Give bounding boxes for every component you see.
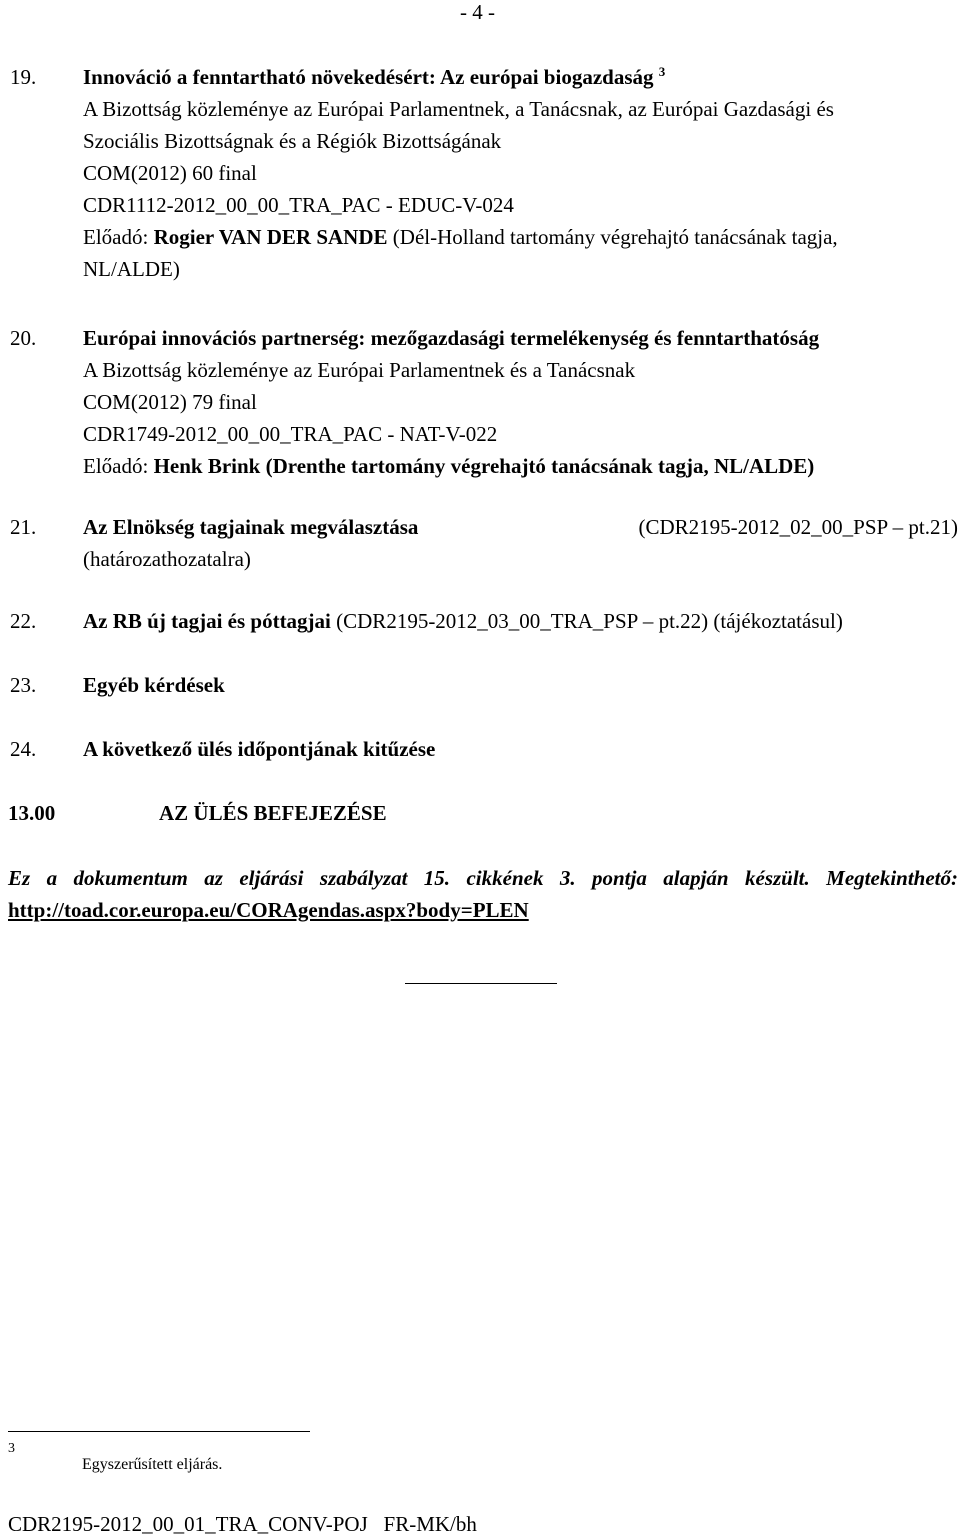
item-number: 19. (10, 65, 37, 89)
item-title: A következő ülés időpontjának kitűzése (83, 737, 436, 761)
note-text: Ez a dokumentum az eljárási szabályzat 15. cikkének 3. pontja alapján készült. Megtekinthető: (8, 866, 958, 890)
item-title: Egyéb kérdések (83, 673, 225, 697)
item-number: 23. (10, 673, 37, 697)
item-number: 24. (10, 737, 37, 761)
closing-title: AZ ÜLÉS BEFEJEZÉSE (159, 801, 387, 825)
agenda-link[interactable]: http://toad.cor.europa.eu/CORAgendas.aspx?body=PLEN (8, 898, 529, 922)
item-rapporteur (83, 450, 958, 482)
item-text: A Bizottság közleménye az Európai Parlamentnek, a Tanácsnak, az Európai Gazdasági és (83, 97, 834, 121)
item-com-ref: COM(2012) 60 final (83, 161, 257, 185)
item-reference: (CDR2195-2012_02_00_PSP – pt.21) (638, 515, 958, 539)
rapporteur-label: Előadó: (83, 454, 154, 478)
item-rapporteur (83, 221, 958, 253)
item-text: (határozathozatalra) (83, 547, 251, 571)
item-title: Az Elnökség tagjainak megválasztása (83, 515, 419, 539)
item-text: NL/ALDE) (83, 257, 180, 281)
footnote-reference[interactable]: 3 (658, 64, 666, 79)
item-number: 20. (10, 326, 37, 350)
item-title: Innováció a fenntartható növekedésért: Az európai biogazdaság (83, 65, 654, 89)
page-number: - 4 - (460, 0, 495, 24)
item-text: A Bizottság közleménye az Európai Parlamentnek és a Tanácsnak (83, 358, 636, 382)
item-number: 21. (10, 515, 37, 539)
item-title: Európai innovációs partnerség: mezőgazdasági termelékenység és fenntarthatóság (83, 326, 820, 350)
footnote-separator (8, 1431, 310, 1432)
item-com-ref: COM(2012) 79 final (83, 390, 257, 414)
document-reference: CDR2195-2012_00_01_TRA_CONV-POJ FR-MK/bh (8, 1512, 477, 1536)
item-title: Az RB új tagjai és póttagjai (83, 609, 331, 633)
item-cdr-ref: CDR1749-2012_00_00_TRA_PAC - NAT-V-022 (83, 422, 498, 446)
item-number: 22. (10, 609, 37, 633)
item-cdr-ref: CDR1112-2012_00_00_TRA_PAC - EDUC-V-024 (83, 193, 514, 217)
rapporteur-name: Henk Brink (Drenthe tartomány végrehajtó tanácsának tagja, NL/ALDE) (153, 454, 815, 478)
rapporteur-label: Előadó: (83, 225, 154, 249)
footnote-number: 3 (8, 1441, 15, 1456)
item-reference: (CDR2195-2012_03_00_TRA_PSP – pt.22) (tájékoztatásul) (330, 609, 843, 633)
procedure-note (8, 862, 958, 926)
closing-time: 13.00 (8, 801, 56, 825)
rapporteur-details: (Dél-Holland tartomány végrehajtó tanácsának tagja, (387, 225, 838, 249)
separator-line (405, 983, 557, 984)
item-text: Szociális Bizottságnak és a Régiók Bizottságának (83, 129, 502, 153)
rapporteur-name: Rogier VAN DER SANDE (153, 225, 388, 249)
footnote-text: Egyszerűsített eljárás. (82, 1456, 223, 1473)
